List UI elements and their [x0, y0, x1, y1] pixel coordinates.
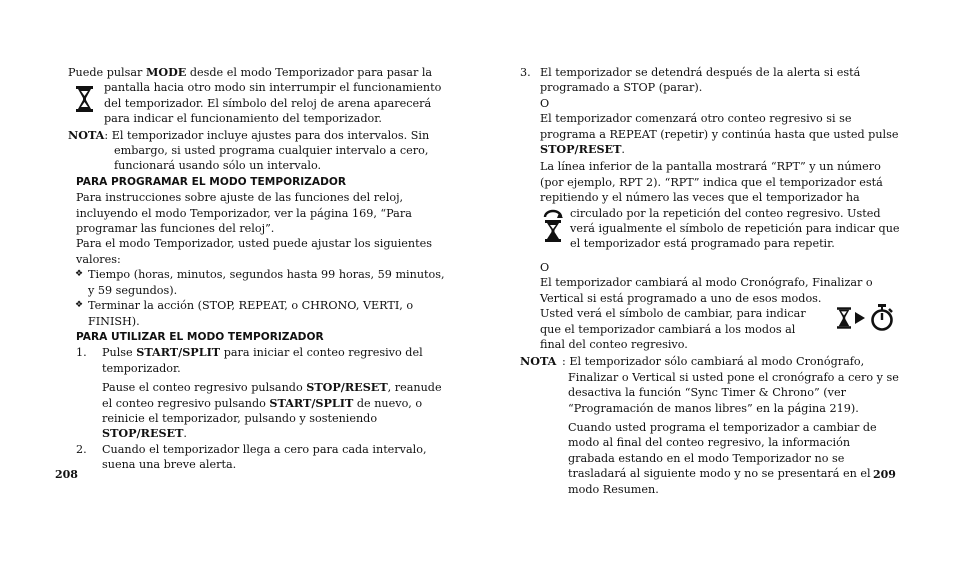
left-page: [68, 65, 453, 473]
step-1-b: START/SPLIT: [136, 345, 221, 360]
step-3-number: 3.: [520, 66, 531, 79]
step-3: [520, 65, 900, 352]
page-number-left: 208: [55, 468, 78, 481]
chrono-para: El temporizador cambiará al modo Cronógrafo, Finalizar o Vertical si está programado a uno de esos modos.: [540, 276, 873, 305]
nota-1-text: : El temporizador incluye ajustes para dos intervalos. Sin embargo, si usted programa cualquier intervalo a cero, funcionará usando sólo un intervalo.: [104, 128, 430, 173]
intro-line1-text: desde el modo Temporizador para pasar la: [186, 66, 433, 79]
para-instrucciones: Para instrucciones sobre ajuste de las funciones del reloj, incluyendo el modo Temporizador, ver la página 169, “Para programar las funciones del reloj”.: [76, 191, 412, 236]
bullet-tiempo: Tiempo (horas, minutos, segundos hasta 99 horas, 59 minutos, y 59 segundos).: [88, 268, 445, 297]
repeat-hourglass-icon: [542, 208, 564, 242]
bullet-mark: ❖: [75, 300, 84, 311]
change-para: Usted verá el símbolo de cambiar, para indicar que el temporizador cambiará a los modos al final del conteo regresivo.: [540, 307, 806, 351]
change-block: [540, 306, 900, 352]
mode-label: MODE: [145, 65, 187, 79]
heading-programar: PARA PROGRAMAR EL MODO TEMPORIZADOR: [76, 175, 347, 188]
bullet-mark: ❖: [75, 269, 84, 280]
step-3-text: El temporizador se detendrá después de la alerta si está programado a STOP (parar).: [540, 66, 861, 95]
bullet-terminar: Terminar la acción (STOP, REPEAT, o CHRONO, VERTI, o FINISH).: [88, 299, 414, 328]
step-1: [76, 345, 453, 441]
bullet-item: [68, 267, 453, 298]
detail-a: Pause el conteo regresivo pulsando: [102, 381, 307, 395]
repeat-c: .: [621, 143, 625, 157]
rpt-rest-block: [540, 206, 900, 252]
step-1-detail: [102, 380, 453, 442]
nota-2-text2: Cuando usted programa el temporizador a cambiar de modo al final del conteo regresivo, la información grabada estando en el modo Temporizador no se trasladará al siguiente modo y no se presentará en el modo Resumen.: [568, 420, 877, 496]
page-number-right: 209: [873, 468, 896, 481]
repeat-para: [540, 111, 900, 157]
intro-rest-block: [68, 80, 453, 126]
nota-1: [68, 128, 453, 174]
detail-e: de nuevo, o reinicie el temporizador, pulsando y sosteniendo: [102, 396, 423, 425]
rpt-rest: circulado por la repetición del conteo regresivo. Usted verá igualmente el símbolo de repetición para indicar que el temporizador está programado para repetir.: [570, 206, 900, 251]
nota-2: [520, 354, 900, 497]
detail-d: START/SPLIT: [269, 395, 354, 410]
detail-c: , reanude el conteo regresivo pulsando: [102, 381, 442, 410]
repeat-b: STOP/RESET: [540, 142, 622, 157]
or-2: O: [540, 260, 550, 274]
nota-1-label: NOTA: [68, 127, 105, 142]
right-page: [520, 65, 900, 497]
nota-2-text1: : El temporizador sólo cambiará al modo Cronógrafo, Finalizar o Vertical si usted pone el cronógrafo a cero y se desactiva la función “Sync Timer & Chrono” (ver “Programación de manos libres” en la página 219).: [562, 355, 899, 415]
detail-g: .: [183, 427, 187, 441]
change-symbol: [837, 304, 894, 332]
step-1-text: [102, 345, 453, 376]
para-valores: Para el modo Temporizador, usted puede ajustar los siguientes valores:: [76, 237, 432, 266]
detail-b: STOP/RESET: [306, 380, 388, 395]
repeat-a: El temporizador comenzará otro conteo regresivo si se programa a REPEAT (repetir) y continúa hasta que usted pulse: [540, 112, 899, 141]
heading-utilizar: PARA UTILIZAR EL MODO TEMPORIZADOR: [76, 330, 324, 343]
or-1: O: [540, 96, 550, 110]
stopwatch-icon: [870, 304, 894, 332]
detail-f: STOP/RESET: [102, 426, 184, 441]
bullet-item: [68, 298, 453, 329]
hourglass-icon: [76, 86, 93, 112]
step-2-text: Cuando el temporizador llega a cero para cada intervalo, suena una breve alerta.: [102, 442, 427, 472]
intro-pre: Puede pulsar: [68, 66, 146, 79]
step-1-number: 1.: [76, 346, 87, 360]
intro-line1: [68, 65, 453, 80]
step-1-a: Pulse: [102, 346, 137, 360]
step-2-number: 2.: [76, 442, 87, 456]
rpt-para: La línea inferior de la pantalla mostrará “RPT” y un número (por ejemplo, RPT 2). “RPT” indica que el temporizador está repitiendo y el número las veces que el temporizador ha: [540, 160, 883, 205]
step-1-c: para iniciar el conteo regresivo del temporizador.: [102, 346, 423, 375]
intro-rest: pantalla hacia otro modo sin interrumpir el funcionamiento del temporizador. El símbolo del reloj de arena aparecerá para indicar el funcionamiento del temporizador.: [104, 81, 442, 126]
nota-2-label: NOTA: [520, 354, 557, 369]
arrow-right-icon: [854, 311, 866, 325]
hourglass-icon: [837, 307, 851, 329]
step-2: [76, 442, 453, 473]
